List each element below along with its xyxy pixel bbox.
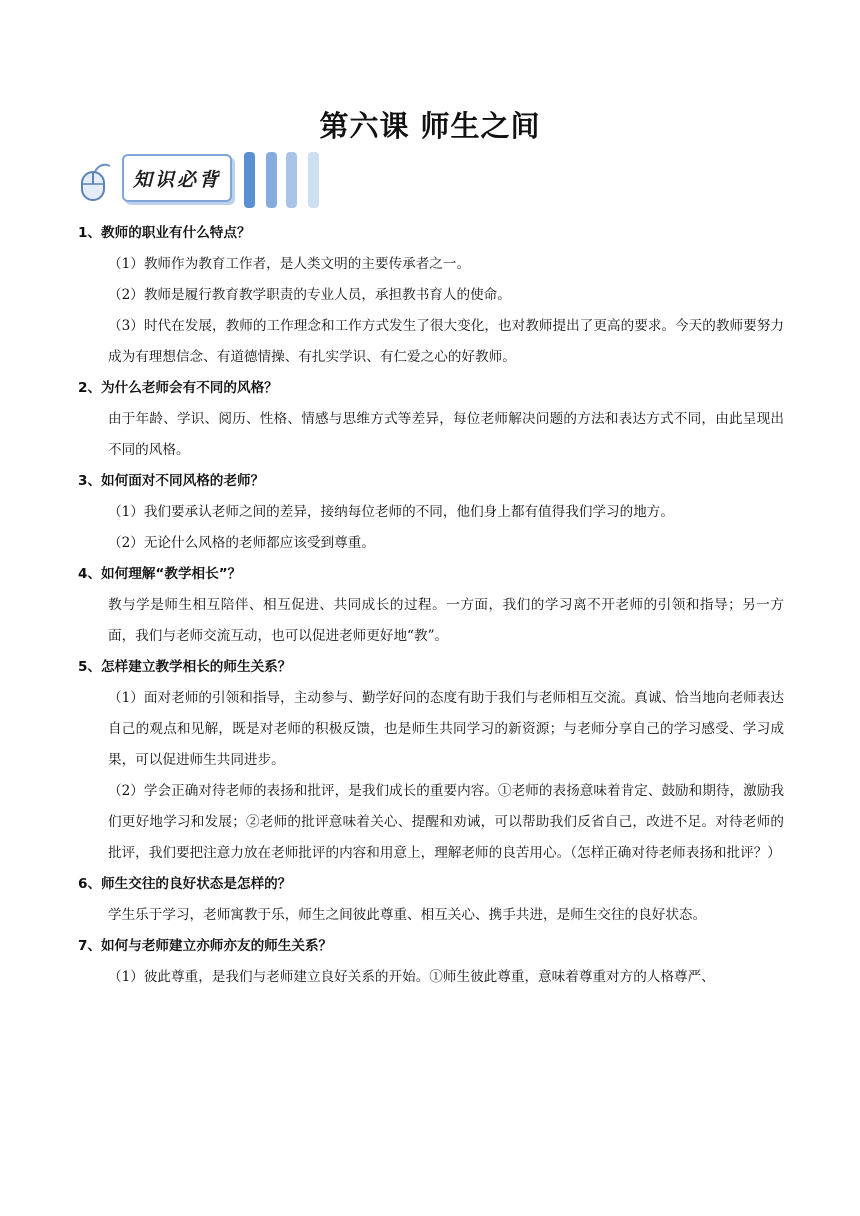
document-body — [78, 218, 784, 993]
banner-label: 知识必背 — [122, 154, 232, 202]
question-heading: 3、如何面对不同风格的老师？ — [78, 473, 265, 489]
page-title: 第六课 师生之间 — [319, 109, 541, 143]
question-heading: 5、怎样建立教学相长的师生关系？ — [78, 659, 292, 675]
answer-paragraph: （3）时代在发展，教师的工作理念和工作方式发生了很大变化，也对教师提出了更高的要求。今天的教师要努力成为有理想信念、有道德情操、有扎实学识、有仁爱之心的好教师。 — [108, 318, 784, 365]
answer-paragraph: （1）面对老师的引领和指导，主动参与、勤学好问的态度有助于我们与老师相互交流。真诚、恰当地向老师表达自己的观点和见解，既是对老师的积极反馈，也是师生共同学习的新资源；与老师分享自己的学习感受、学习成果，可以促进师生共同进步。 — [108, 690, 784, 768]
banner-bar — [266, 152, 277, 208]
answer-paragraph: （1）彼此尊重，是我们与老师建立良好关系的开始。①师生彼此尊重，意味着尊重对方的人格尊严、 — [108, 969, 715, 985]
answer-paragraph: （1）我们要承认老师之间的差异，接纳每位老师的不同，他们身上都有值得我们学习的地方。 — [108, 504, 674, 520]
answer-paragraph: 由于年龄、学识、阅历、性格、情感与思维方式等差异，每位老师解决问题的方法和表达方式不同，由此呈现出不同的风格。 — [108, 411, 784, 458]
answer-paragraph: （2）教师是履行教育教学职责的专业人员，承担教书育人的使命。 — [108, 287, 511, 303]
answer-paragraph: （2）学会正确对待老师的表扬和批评，是我们成长的重要内容。①老师的表扬意味着肯定、鼓励和期待，激励我们更好地学习和发展；②老师的批评意味着关心、提醒和劝诫，可以帮助我们反省自己，改进不足。对待老师的批评，我们要把注意力放在老师批评的内容和用意上，理解老师的良苦用心。（怎样正确对待老师表扬和批评？） — [108, 783, 784, 861]
banner-bar — [286, 152, 297, 208]
answer-paragraph: 学生乐于学习，老师寓教于乐，师生之间彼此尊重、相互关心、携手共进，是师生交往的良好状态。 — [108, 907, 707, 923]
question-heading: 7、如何与老师建立亦师亦友的师生关系？ — [78, 938, 333, 954]
banner-bar — [308, 152, 319, 208]
question-heading: 1、教师的职业有什么特点？ — [78, 225, 251, 241]
answer-paragraph: （2）无论什么风格的老师都应该受到尊重。 — [108, 535, 375, 551]
question-heading: 2、为什么老师会有不同的风格？ — [78, 380, 278, 396]
mouse-icon — [76, 160, 116, 202]
answer-paragraph: （1）教师作为教育工作者，是人类文明的主要传承者之一。 — [108, 256, 471, 272]
answer-paragraph: 教与学是师生相互陪伴、相互促进、共同成长的过程。一方面，我们的学习离不开老师的引领和指导；另一方面，我们与老师交流互动，也可以促进老师更好地“教”。 — [108, 597, 784, 644]
question-heading: 6、师生交往的良好状态是怎样的？ — [78, 876, 292, 892]
question-heading: 4、如何理解“教学相长”？ — [78, 566, 242, 582]
banner-bar — [244, 152, 255, 208]
